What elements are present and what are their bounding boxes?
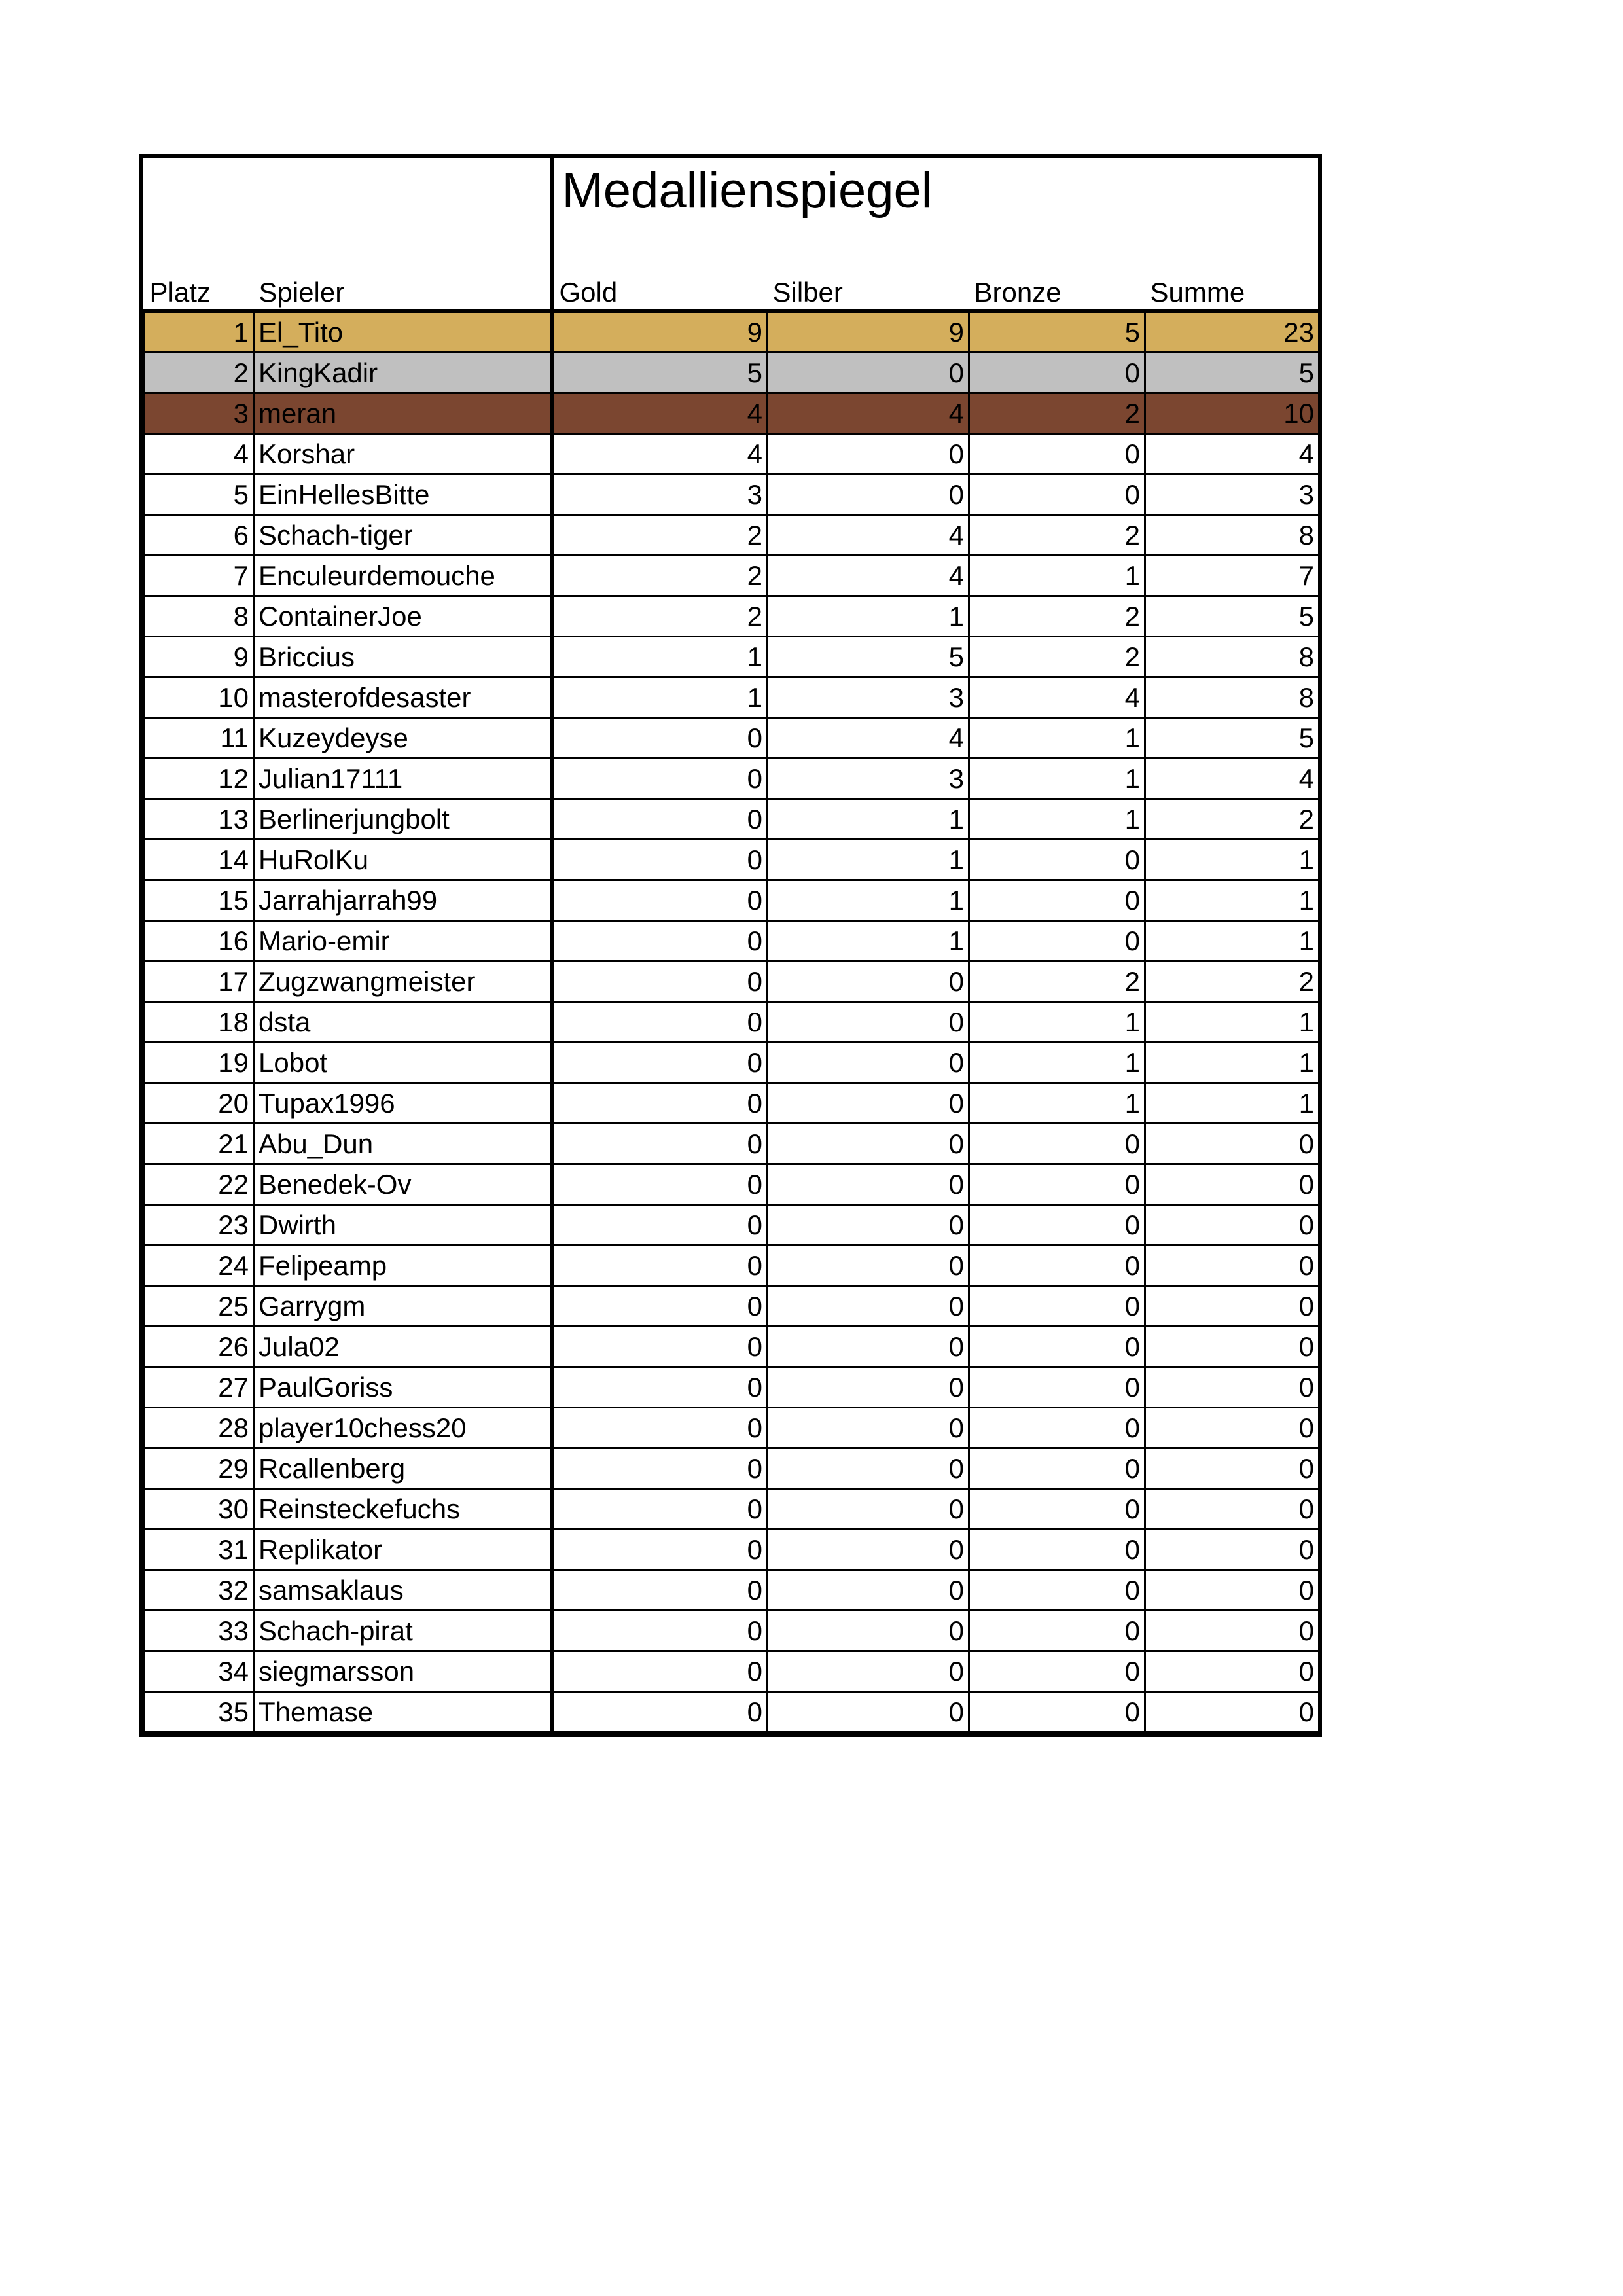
cell-bronze: 0 [969, 1164, 1145, 1205]
table-row [145, 556, 1319, 596]
cell-platz: 24 [145, 1246, 254, 1286]
cell-summe: 0 [1145, 1246, 1319, 1286]
cell-silber: 0 [768, 1611, 969, 1651]
cell-summe: 0 [1145, 1570, 1319, 1611]
cell-summe: 3 [1145, 475, 1319, 515]
cell-bronze: 2 [969, 393, 1145, 434]
cell-bronze: 2 [969, 637, 1145, 677]
cell-gold: 0 [552, 799, 768, 840]
cell-gold: 9 [552, 311, 768, 353]
table-row [145, 718, 1319, 759]
cell-spieler: meran [254, 393, 552, 434]
cell-spieler: Jula02 [254, 1327, 552, 1367]
cell-gold: 0 [552, 961, 768, 1002]
cell-platz: 32 [145, 1570, 254, 1611]
cell-platz: 14 [145, 840, 254, 880]
cell-summe: 1 [1145, 1043, 1319, 1083]
column-header-silber: Silber [772, 277, 843, 308]
cell-summe: 0 [1145, 1611, 1319, 1651]
cell-silber: 1 [768, 840, 969, 880]
cell-spieler: siegmarsson [254, 1651, 552, 1692]
cell-summe: 0 [1145, 1530, 1319, 1570]
cell-silber: 0 [768, 1327, 969, 1367]
cell-bronze: 0 [969, 475, 1145, 515]
cell-gold: 0 [552, 1083, 768, 1124]
table-row [145, 353, 1319, 393]
cell-spieler: Zugzwangmeister [254, 961, 552, 1002]
cell-platz: 9 [145, 637, 254, 677]
cell-gold: 1 [552, 677, 768, 718]
cell-gold: 0 [552, 718, 768, 759]
table-row [145, 475, 1319, 515]
table-row [145, 1611, 1319, 1651]
cell-platz: 13 [145, 799, 254, 840]
table-row [145, 961, 1319, 1002]
cell-platz: 29 [145, 1448, 254, 1489]
cell-gold: 0 [552, 1164, 768, 1205]
cell-summe: 0 [1145, 1164, 1319, 1205]
cell-bronze: 0 [969, 880, 1145, 921]
cell-platz: 12 [145, 759, 254, 799]
cell-spieler: Jarrahjarrah99 [254, 880, 552, 921]
cell-silber: 1 [768, 596, 969, 637]
cell-bronze: 0 [969, 434, 1145, 475]
table-row [145, 515, 1319, 556]
cell-silber: 0 [768, 1570, 969, 1611]
cell-platz: 20 [145, 1083, 254, 1124]
cell-summe: 0 [1145, 1286, 1319, 1327]
cell-gold: 0 [552, 1651, 768, 1692]
column-header-spieler: Spieler [254, 158, 552, 311]
cell-bronze: 0 [969, 1530, 1145, 1570]
cell-gold: 5 [552, 353, 768, 393]
cell-platz: 35 [145, 1692, 254, 1732]
cell-spieler: Garrygm [254, 1286, 552, 1327]
cell-spieler: Reinsteckefuchs [254, 1489, 552, 1530]
medal-table-sheet [139, 154, 1322, 1737]
cell-gold: 0 [552, 1286, 768, 1327]
table-row [145, 311, 1319, 353]
cell-platz: 8 [145, 596, 254, 637]
cell-platz: 21 [145, 1124, 254, 1164]
cell-bronze: 0 [969, 353, 1145, 393]
cell-bronze: 1 [969, 759, 1145, 799]
cell-bronze: 4 [969, 677, 1145, 718]
cell-summe: 0 [1145, 1124, 1319, 1164]
cell-summe: 0 [1145, 1205, 1319, 1246]
cell-bronze: 2 [969, 961, 1145, 1002]
cell-silber: 4 [768, 718, 969, 759]
cell-summe: 0 [1145, 1692, 1319, 1732]
cell-silber: 0 [768, 1286, 969, 1327]
cell-platz: 33 [145, 1611, 254, 1651]
cell-silber: 0 [768, 1692, 969, 1732]
cell-spieler: player10chess20 [254, 1408, 552, 1448]
cell-bronze: 2 [969, 515, 1145, 556]
cell-gold: 2 [552, 596, 768, 637]
cell-spieler: Briccius [254, 637, 552, 677]
cell-gold: 0 [552, 1408, 768, 1448]
cell-platz: 34 [145, 1651, 254, 1692]
cell-silber: 5 [768, 637, 969, 677]
column-header-summe: Summe [1150, 277, 1245, 308]
cell-spieler: KingKadir [254, 353, 552, 393]
cell-silber: 3 [768, 677, 969, 718]
table-row [145, 1692, 1319, 1732]
cell-silber: 0 [768, 1124, 969, 1164]
cell-spieler: Rcallenberg [254, 1448, 552, 1489]
cell-bronze: 1 [969, 718, 1145, 759]
cell-platz: 26 [145, 1327, 254, 1367]
cell-gold: 2 [552, 556, 768, 596]
cell-summe: 1 [1145, 1002, 1319, 1043]
table-row [145, 1083, 1319, 1124]
cell-gold: 0 [552, 759, 768, 799]
cell-silber: 4 [768, 515, 969, 556]
cell-bronze: 0 [969, 1205, 1145, 1246]
cell-silber: 1 [768, 880, 969, 921]
table-row [145, 1002, 1319, 1043]
cell-bronze: 0 [969, 1367, 1145, 1408]
table-body [145, 311, 1319, 1732]
cell-platz: 18 [145, 1002, 254, 1043]
cell-spieler: PaulGoriss [254, 1367, 552, 1408]
cell-bronze: 0 [969, 921, 1145, 961]
cell-silber: 0 [768, 1083, 969, 1124]
cell-bronze: 1 [969, 1002, 1145, 1043]
cell-platz: 4 [145, 434, 254, 475]
cell-bronze: 5 [969, 311, 1145, 353]
cell-gold: 4 [552, 434, 768, 475]
cell-silber: 1 [768, 799, 969, 840]
cell-spieler: Tupax1996 [254, 1083, 552, 1124]
table-row [145, 1286, 1319, 1327]
cell-summe: 8 [1145, 637, 1319, 677]
cell-spieler: Themase [254, 1692, 552, 1732]
cell-summe: 0 [1145, 1651, 1319, 1692]
cell-gold: 0 [552, 1205, 768, 1246]
cell-spieler: Berlinerjungbolt [254, 799, 552, 840]
cell-gold: 0 [552, 1570, 768, 1611]
cell-platz: 3 [145, 393, 254, 434]
cell-silber: 0 [768, 1043, 969, 1083]
table-row [145, 637, 1319, 677]
cell-platz: 22 [145, 1164, 254, 1205]
cell-platz: 27 [145, 1367, 254, 1408]
header-row [145, 158, 1319, 311]
table-row [145, 434, 1319, 475]
cell-summe: 1 [1145, 840, 1319, 880]
cell-silber: 1 [768, 921, 969, 961]
cell-platz: 17 [145, 961, 254, 1002]
cell-gold: 2 [552, 515, 768, 556]
cell-bronze: 1 [969, 1043, 1145, 1083]
cell-summe: 8 [1145, 515, 1319, 556]
cell-spieler: HuRolKu [254, 840, 552, 880]
cell-silber: 0 [768, 1002, 969, 1043]
cell-platz: 6 [145, 515, 254, 556]
cell-silber: 9 [768, 311, 969, 353]
cell-spieler: Abu_Dun [254, 1124, 552, 1164]
cell-bronze: 0 [969, 1286, 1145, 1327]
cell-spieler: ContainerJoe [254, 596, 552, 637]
table-row [145, 677, 1319, 718]
cell-bronze: 0 [969, 1448, 1145, 1489]
cell-summe: 10 [1145, 393, 1319, 434]
table-row [145, 1570, 1319, 1611]
table-row [145, 1489, 1319, 1530]
cell-platz: 28 [145, 1408, 254, 1448]
table-row [145, 1164, 1319, 1205]
table-row [145, 1043, 1319, 1083]
cell-gold: 3 [552, 475, 768, 515]
cell-gold: 0 [552, 1043, 768, 1083]
column-header-platz: Platz [149, 277, 211, 308]
cell-summe: 0 [1145, 1408, 1319, 1448]
cell-summe: 4 [1145, 434, 1319, 475]
cell-spieler: Schach-tiger [254, 515, 552, 556]
cell-summe: 7 [1145, 556, 1319, 596]
cell-bronze: 0 [969, 1489, 1145, 1530]
cell-gold: 0 [552, 1489, 768, 1530]
cell-gold: 0 [552, 1246, 768, 1286]
table-row [145, 596, 1319, 637]
cell-spieler: Julian17111 [254, 759, 552, 799]
cell-bronze: 1 [969, 799, 1145, 840]
cell-bronze: 1 [969, 556, 1145, 596]
cell-silber: 0 [768, 1530, 969, 1570]
cell-gold: 1 [552, 637, 768, 677]
cell-bronze: 0 [969, 1570, 1145, 1611]
cell-silber: 0 [768, 1448, 969, 1489]
cell-silber: 0 [768, 1651, 969, 1692]
cell-platz: 5 [145, 475, 254, 515]
cell-platz: 19 [145, 1043, 254, 1083]
cell-silber: 0 [768, 1205, 969, 1246]
table-row [145, 1205, 1319, 1246]
cell-bronze: 0 [969, 840, 1145, 880]
cell-summe: 0 [1145, 1367, 1319, 1408]
medal-table [143, 158, 1320, 1733]
cell-platz: 2 [145, 353, 254, 393]
cell-bronze: 0 [969, 1611, 1145, 1651]
cell-platz: 30 [145, 1489, 254, 1530]
cell-silber: 0 [768, 1408, 969, 1448]
cell-summe: 23 [1145, 311, 1319, 353]
cell-summe: 1 [1145, 1083, 1319, 1124]
cell-summe: 0 [1145, 1489, 1319, 1530]
cell-gold: 0 [552, 840, 768, 880]
cell-silber: 4 [768, 393, 969, 434]
cell-silber: 0 [768, 353, 969, 393]
cell-summe: 2 [1145, 799, 1319, 840]
cell-platz: 11 [145, 718, 254, 759]
table-row [145, 1124, 1319, 1164]
cell-gold: 0 [552, 921, 768, 961]
column-header-gold: Gold [559, 277, 618, 308]
column-header-bronze: Bronze [974, 277, 1061, 308]
cell-platz: 1 [145, 311, 254, 353]
cell-spieler: Mario-emir [254, 921, 552, 961]
cell-summe: 0 [1145, 1327, 1319, 1367]
cell-silber: 0 [768, 1367, 969, 1408]
cell-gold: 0 [552, 1448, 768, 1489]
cell-platz: 15 [145, 880, 254, 921]
cell-gold: 0 [552, 1530, 768, 1570]
cell-bronze: 1 [969, 1083, 1145, 1124]
table-row [145, 880, 1319, 921]
table-row [145, 921, 1319, 961]
cell-summe: 5 [1145, 596, 1319, 637]
cell-summe: 4 [1145, 759, 1319, 799]
cell-bronze: 0 [969, 1124, 1145, 1164]
cell-spieler: Lobot [254, 1043, 552, 1083]
cell-spieler: Korshar [254, 434, 552, 475]
cell-spieler: Dwirth [254, 1205, 552, 1246]
cell-silber: 4 [768, 556, 969, 596]
cell-summe: 0 [1145, 1448, 1319, 1489]
cell-summe: 8 [1145, 677, 1319, 718]
cell-bronze: 0 [969, 1246, 1145, 1286]
table-title: Medallienspiegel [562, 163, 933, 219]
cell-spieler: masterofdesaster [254, 677, 552, 718]
cell-gold: 0 [552, 1002, 768, 1043]
cell-silber: 0 [768, 434, 969, 475]
cell-silber: 0 [768, 1489, 969, 1530]
table-row [145, 393, 1319, 434]
cell-bronze: 0 [969, 1408, 1145, 1448]
cell-platz: 25 [145, 1286, 254, 1327]
cell-spieler: dsta [254, 1002, 552, 1043]
cell-spieler: samsaklaus [254, 1570, 552, 1611]
cell-gold: 0 [552, 1611, 768, 1651]
cell-spieler: El_Tito [254, 311, 552, 353]
cell-silber: 0 [768, 961, 969, 1002]
cell-platz: 16 [145, 921, 254, 961]
table-row [145, 1530, 1319, 1570]
cell-silber: 0 [768, 475, 969, 515]
cell-summe: 1 [1145, 880, 1319, 921]
cell-bronze: 0 [969, 1651, 1145, 1692]
cell-gold: 0 [552, 1327, 768, 1367]
cell-summe: 2 [1145, 961, 1319, 1002]
cell-silber: 0 [768, 1246, 969, 1286]
table-row [145, 1651, 1319, 1692]
cell-gold: 0 [552, 1124, 768, 1164]
cell-gold: 0 [552, 1692, 768, 1732]
cell-gold: 4 [552, 393, 768, 434]
cell-platz: 10 [145, 677, 254, 718]
table-row [145, 1367, 1319, 1408]
cell-spieler: Benedek-Ov [254, 1164, 552, 1205]
cell-spieler: Enculeurdemouche [254, 556, 552, 596]
cell-gold: 0 [552, 880, 768, 921]
cell-spieler: Replikator [254, 1530, 552, 1570]
table-row [145, 1327, 1319, 1367]
table-row [145, 799, 1319, 840]
cell-summe: 5 [1145, 718, 1319, 759]
table-row [145, 840, 1319, 880]
cell-platz: 7 [145, 556, 254, 596]
table-row [145, 1408, 1319, 1448]
cell-platz: 31 [145, 1530, 254, 1570]
cell-summe: 5 [1145, 353, 1319, 393]
cell-gold: 0 [552, 1367, 768, 1408]
cell-spieler: Felipeamp [254, 1246, 552, 1286]
cell-bronze: 0 [969, 1327, 1145, 1367]
cell-bronze: 0 [969, 1692, 1145, 1732]
table-row [145, 1246, 1319, 1286]
table-row [145, 759, 1319, 799]
cell-silber: 3 [768, 759, 969, 799]
cell-spieler: Schach-pirat [254, 1611, 552, 1651]
cell-spieler: Kuzeydeyse [254, 718, 552, 759]
table-row [145, 1448, 1319, 1489]
cell-platz: 23 [145, 1205, 254, 1246]
cell-spieler: EinHellesBitte [254, 475, 552, 515]
cell-summe: 1 [1145, 921, 1319, 961]
cell-bronze: 2 [969, 596, 1145, 637]
cell-silber: 0 [768, 1164, 969, 1205]
